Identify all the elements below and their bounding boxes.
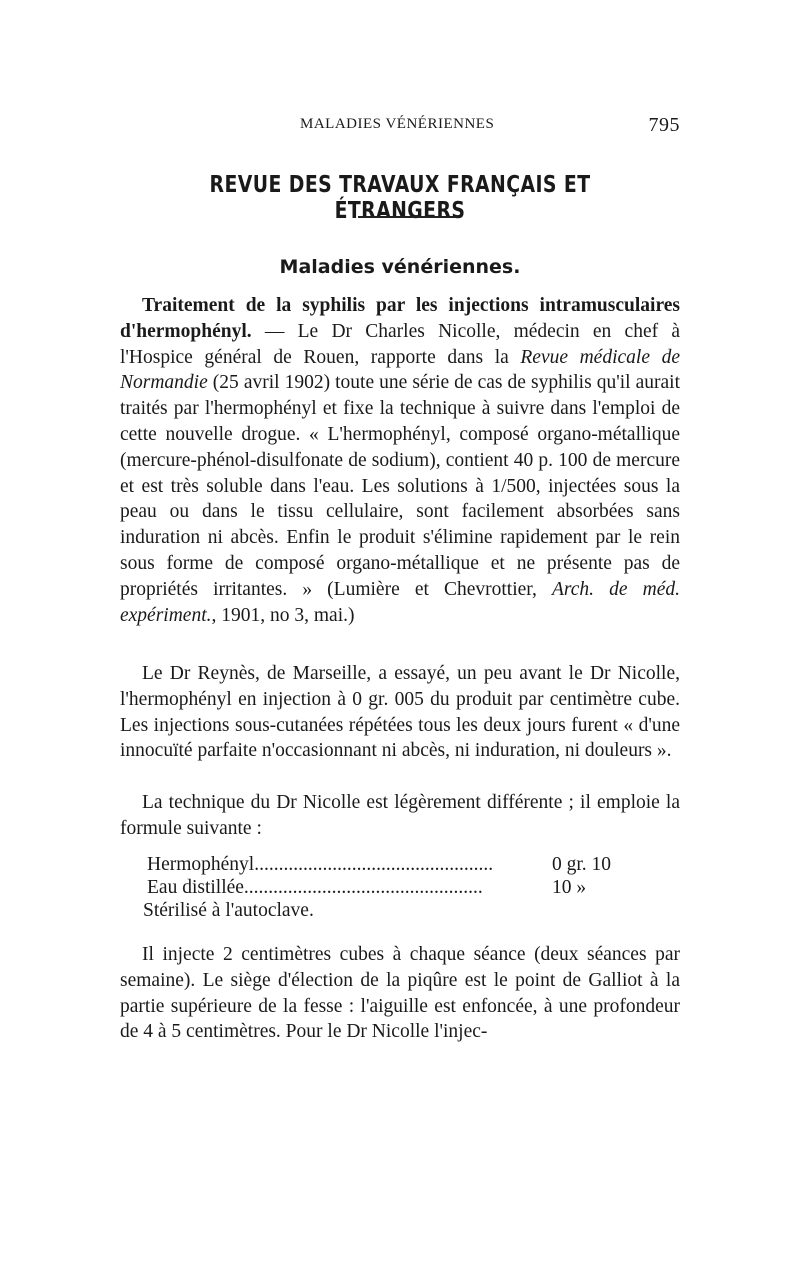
formula-note: Stérilisé à l'autoclave. — [143, 900, 314, 921]
running-title: MALADIES VÉNÉRIENNES — [300, 116, 495, 132]
running-head — [120, 116, 680, 140]
paragraph-1-text-b: (25 avril 1902) toute une série de cas de syphilis qu'il aurait traités par l'hermophényl et fixe la technique à suivre dans l'emploi de cette nouvelle drogue. « L'hermophényl, composé organo-métallique (mercure-phénol-disulfonate de sodium), contient 40 p. 100 de mercure et est très soluble dans l'eau. Les solutions à 1/500, injectées sous la peau ou dans le tissu cellulaire, sont facilement absorbées sans induration ni abcès. Enfin le produit s'élimine rapidement par le rein sous forme de composé organo-métallique et ne présente pas de propriétés irritantes. » (Lumière et Chevrottier, — [120, 372, 680, 600]
formula-amount: 0 gr. 10 — [552, 854, 612, 875]
paragraph-1 — [120, 293, 680, 628]
title-divider — [358, 216, 458, 218]
page-number: 795 — [648, 114, 680, 136]
formula-block — [143, 853, 627, 922]
formula-row — [147, 853, 627, 876]
paragraph-1-text-a: — Le Dr Charles Nicolle, médecin en chef à l'Hospice général de Rouen, rapporte dans la — [120, 320, 680, 368]
formula-ingredient: Eau distillée................................................. — [147, 877, 483, 898]
citation-title: Arch. de méd. expériment. — [120, 578, 680, 626]
formula-ingredient: Hermophényl................................................. — [147, 854, 494, 875]
paragraph-3: La technique du Dr Nicolle est légèrement différente ; il emploie la formule suivante : — [120, 792, 680, 839]
formula-amount: 10 » — [552, 877, 587, 898]
formula-row — [147, 876, 627, 899]
section-title: Maladies vénériennes. — [279, 256, 521, 278]
article-heading: Traitement de la syphilis par les injections intramusculaires d'hermophényl. — [120, 295, 680, 342]
journal-title: Revue médicale de Normandie — [120, 346, 680, 394]
paragraph-4: Il injecte 2 centimètres cubes à chaque séance (deux séances par semaine). Le siège d'élection de la piqûre est le point de Galliot à la partie supérieure de la fesse : l'aiguille est enfoncée, à une profondeur de 4 à 5 centimètres. Pour le Dr Nicolle l'injec- — [120, 944, 680, 1043]
paragraph-2: Le Dr Reynès, de Marseille, a essayé, un peu avant le Dr Nicolle, l'hermophényl en injection à 0 gr. 005 du produit par centimètre cube. Les injections sous-cutanées répétées tous les deux jours furent « d'une innocuïté parfaite n'occasionnant ni abcès, ni induration, ni douleurs ». — [120, 663, 680, 762]
paragraph-1-text-c: , 1901, no 3, mai.) — [211, 604, 355, 626]
page-title: REVUE DES TRAVAUX FRANÇAIS ET ÉTRANGERS — [209, 172, 591, 224]
